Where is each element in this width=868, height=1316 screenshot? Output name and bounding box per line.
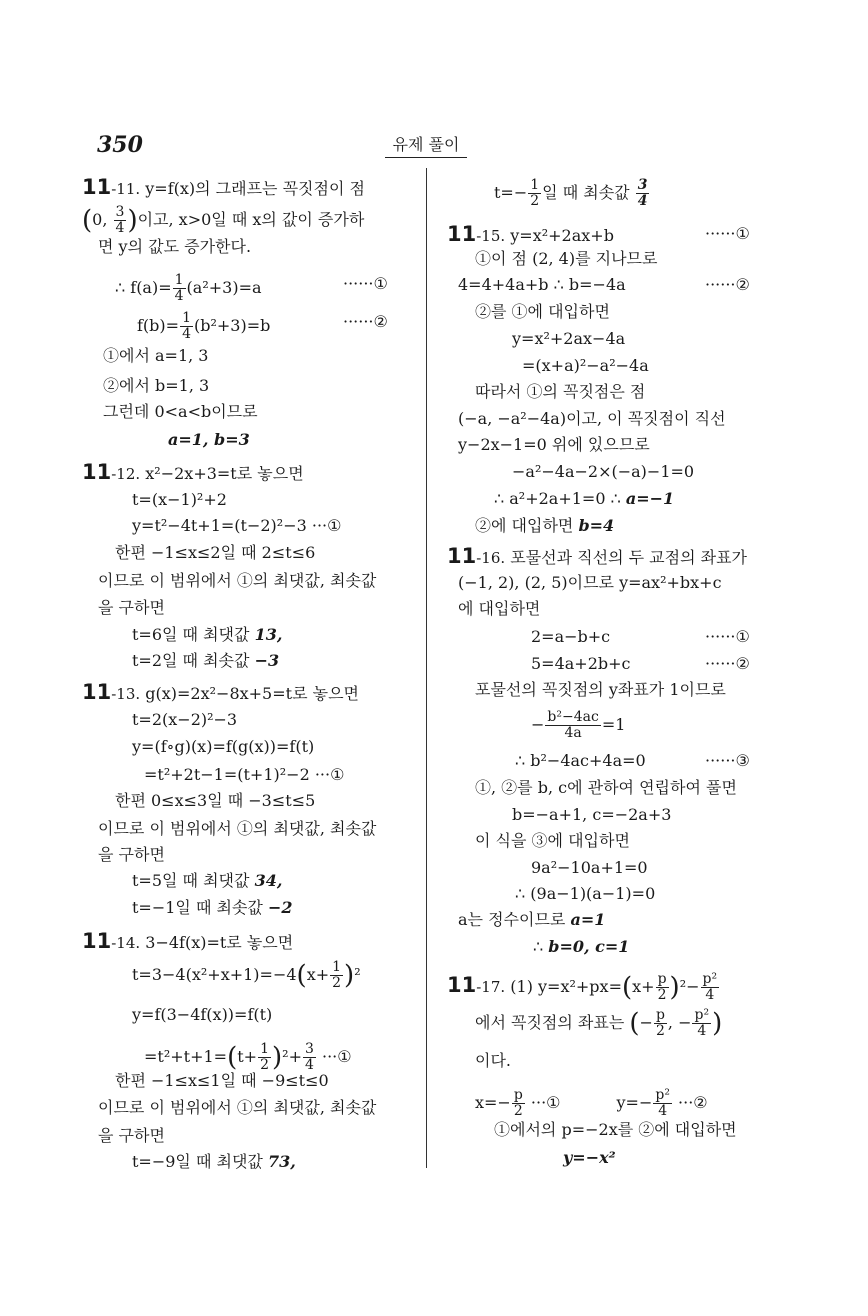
equation: b=−a+1, c=−2a+3 [512, 805, 672, 824]
text: 4a [564, 725, 582, 741]
numerator: 1 [260, 1041, 269, 1057]
text: 11 [82, 460, 112, 484]
text: 11 [447, 544, 477, 568]
equation: y=f(3−4f(x))=f(t) [132, 1005, 273, 1024]
text: 4 [174, 288, 184, 304]
text: =t²+t+1= [144, 1047, 228, 1066]
text-line: y−2x−1=0 위에 있으므로 [458, 435, 650, 454]
text: -15. [476, 227, 506, 245]
text: ······③ [705, 751, 750, 770]
text: ······② [705, 275, 750, 294]
numerator: p² [694, 1007, 710, 1023]
text-line: (−1, 2), (2, 5)이므로 y=ax²+bx+c [458, 573, 722, 592]
numerator: 3 [637, 177, 648, 193]
numerator: b²−4ac [547, 709, 599, 725]
equation [132, 960, 361, 991]
fraction [654, 1008, 667, 1039]
problem-11-11-heading [82, 176, 365, 200]
fraction [258, 1042, 271, 1073]
text-line: 면 y의 값도 증가한다. [98, 237, 252, 256]
equation: ∴ (9a−1)(a−1)=0 [515, 884, 656, 903]
text: x+ [632, 977, 655, 996]
text: y=− [616, 1093, 653, 1112]
answer-line [132, 1151, 296, 1173]
text: −2 [267, 898, 293, 917]
text-line: 한편 −1≤x≤1일 때 −9≤t≤0 [115, 1071, 329, 1090]
text-line: ②를 ①에 대입하면 [475, 302, 610, 321]
text: t=6일 때 최댓값 [132, 625, 255, 644]
parenthesis: ) [272, 1042, 283, 1073]
text: 2=a−b+c [531, 627, 611, 646]
text: ······① [705, 224, 750, 243]
text: x+ [306, 965, 330, 984]
text: 4 [304, 1057, 314, 1073]
text: ∴ [533, 937, 549, 956]
text: 포물선과 직선의 두 교점의 좌표가 [510, 548, 747, 567]
parenthesis: ( [629, 1008, 640, 1039]
fraction [653, 1088, 672, 1119]
text: ······① [343, 274, 388, 293]
text-line: 을 구하면 [98, 598, 165, 617]
text: -12. [111, 465, 141, 483]
text: -13. [111, 685, 141, 703]
text: a=1 [570, 910, 606, 929]
section-title: 유제 풀이 [385, 132, 467, 158]
problem-11-14-heading [82, 930, 293, 954]
text: 11 [447, 973, 477, 997]
text: b=4 [578, 516, 615, 535]
text-line: 포물선의 꼭짓점의 y좌표가 1이므로 [475, 680, 726, 699]
text: t=− [494, 183, 528, 202]
fraction [636, 178, 650, 209]
text: t=3−4(x²+x+1)=−4 [132, 965, 297, 984]
equation: y=(f∘g)(x)=f(g(x))=f(t) [132, 737, 315, 756]
text: -17. [476, 978, 506, 996]
text: 2 [260, 1057, 269, 1073]
fraction [512, 1088, 525, 1119]
text-line: ①에서 a=1, 3 [103, 346, 209, 365]
text: ···① [525, 1093, 561, 1112]
text: 13, [254, 625, 283, 644]
answer: y=−x² [563, 1148, 616, 1167]
fraction [114, 205, 127, 236]
text: (b²+3)=b [193, 316, 271, 335]
answer-line [132, 897, 293, 919]
numerator: p [513, 1087, 523, 1103]
text: t=−9일 때 최댓값 [132, 1152, 268, 1171]
text-line: 이므로 이 범위에서 ①의 최댓값, 최솟값 [98, 1098, 377, 1117]
problem-11-12-heading [82, 461, 304, 485]
equation: =(x+a)²−a²−4a [522, 356, 649, 375]
numerator: p [657, 971, 667, 987]
text: y=f(x)의 그래프는 꼭짓점이 점 [145, 179, 365, 198]
text: 2 [513, 1103, 523, 1119]
equation [115, 272, 388, 304]
numerator: p [655, 1007, 665, 1023]
text: t=2일 때 최솟값 [132, 651, 255, 670]
text-line: ①이 점 (2, 4)를 지나므로 [475, 249, 658, 268]
numerator: 3 [115, 204, 125, 220]
text: 2 [530, 193, 540, 209]
text-line [475, 1008, 722, 1039]
text: y=x²+2ax+b [510, 226, 614, 245]
problem-11-13-heading [82, 681, 359, 705]
fraction [330, 960, 343, 991]
text: ······① [705, 627, 750, 646]
text: 4 [637, 193, 648, 209]
text: 11 [82, 929, 112, 953]
text-line: (−a, −a²−4a)이고, 이 꼭짓점이 직선 [458, 409, 726, 428]
answer-line [132, 870, 282, 892]
text: 34, [254, 871, 283, 890]
answer-line [458, 909, 605, 931]
text: ②에 대입하면 [475, 516, 579, 535]
text-line: 이므로 이 범위에서 ①의 최댓값, 최솟값 [98, 819, 377, 838]
answer-line [533, 936, 629, 958]
text-line: 을 구하면 [98, 845, 165, 864]
column-divider [426, 168, 427, 1168]
text: ···② [672, 1093, 708, 1112]
problem-11-17-heading [447, 972, 720, 1003]
answer-line [475, 515, 614, 537]
equation [531, 653, 750, 675]
text: 에서 꼭짓점의 좌표는 [475, 1013, 630, 1032]
text: 4 [705, 987, 715, 1003]
parenthesis: ( [82, 205, 93, 236]
fraction [701, 972, 720, 1003]
text-line: 이다. [475, 1051, 511, 1070]
text: 11 [447, 222, 477, 246]
text-line: ①, ②를 b, c에 관하여 연립하여 풀면 [475, 778, 737, 797]
text: ∴ a²+2a+1=0 ∴ [494, 489, 626, 508]
text: − [639, 1013, 653, 1032]
fraction [656, 972, 669, 1003]
text-line: 에 대입하면 [458, 599, 541, 618]
text: x²−2x+3=t로 놓으면 [145, 464, 304, 483]
text: =1 [601, 715, 626, 734]
text: ² [354, 965, 361, 984]
equation: t=(x−1)²+2 [132, 490, 227, 509]
equation: y=t²−4t+1=(t−2)²−3 ···① [132, 516, 342, 535]
equation [137, 310, 388, 342]
equation [531, 710, 625, 741]
text: g(x)=2x²−8x+5=t로 놓으면 [145, 684, 359, 703]
text: ∴ f(a)= [115, 278, 172, 297]
text: ²+ [282, 1047, 302, 1066]
text-line: 그런데 0<a<b이므로 [103, 402, 258, 421]
equation [531, 626, 750, 648]
page-number: 350 [97, 132, 143, 158]
text: a는 정수이므로 [458, 910, 571, 929]
equation [515, 750, 750, 772]
text: , − [667, 1013, 692, 1032]
equation: y=x²+2ax−4a [512, 329, 626, 348]
text: 2 [655, 1023, 665, 1039]
numerator: p² [655, 1087, 670, 1103]
text: 3−4f(x)=t로 놓으면 [145, 933, 294, 952]
chapter-label: 11 [82, 175, 112, 199]
parenthesis: ( [227, 1042, 238, 1073]
text: 2 [332, 975, 342, 991]
numerator: 1 [182, 310, 191, 326]
parenthesis: ( [621, 972, 633, 1003]
equation [458, 274, 750, 296]
text: 4 [658, 1103, 668, 1119]
text: 4 [115, 220, 125, 236]
text: b=0, c=1 [548, 937, 630, 956]
text-line: 이므로 이 범위에서 ①의 최댓값, 최솟값 [98, 571, 377, 590]
text-line: ①에서의 p=−2x를 ②에 대입하면 [494, 1120, 737, 1139]
equation: −a²−4a−2×(−a)−1=0 [512, 462, 695, 481]
text: t=5일 때 최댓값 [132, 871, 255, 890]
text: 11 [82, 680, 112, 704]
text: 4=4+4a+b ∴ b=−4a [458, 275, 626, 294]
text: 73, [267, 1152, 296, 1171]
equation: =t²+2t−1=(t+1)²−2 ···① [144, 765, 345, 784]
parenthesis: ) [127, 205, 138, 236]
text: -14. [111, 934, 141, 952]
text: a=−1 [625, 489, 675, 508]
text-line: 을 구하면 [98, 1126, 165, 1145]
text: t+ [237, 1047, 258, 1066]
numerator: 1 [530, 177, 540, 193]
fraction [692, 1008, 711, 1039]
problem-number: -11. [111, 180, 141, 198]
numerator: p² [702, 971, 718, 987]
text: 이고, x>0일 때 x의 값이 증가하 [137, 210, 365, 229]
equation [475, 1088, 708, 1119]
equation [144, 1042, 352, 1073]
text: ······② [343, 312, 388, 331]
equation: t=2(x−2)²−3 [132, 710, 238, 729]
text: -16. [476, 549, 506, 567]
text-line: 한편 0≤x≤3일 때 −3≤t≤5 [115, 791, 316, 810]
text: 4 [697, 1023, 707, 1039]
text-line: ②에서 b=1, 3 [103, 376, 210, 395]
parenthesis: ( [296, 960, 307, 991]
text: t=−1일 때 최솟값 [132, 898, 268, 917]
numerator: 3 [304, 1041, 314, 1057]
text-line: 이 식을 ③에 대입하면 [475, 831, 630, 850]
numerator: 1 [332, 959, 342, 975]
parenthesis: ) [669, 972, 680, 1003]
parenthesis: ) [712, 1008, 723, 1039]
fraction [528, 178, 541, 209]
equation [494, 488, 674, 510]
text-line: 한편 −1≤x≤2일 때 2≤t≤6 [115, 543, 316, 562]
text: ∴ b²−4ac+4a=0 [515, 751, 646, 770]
numerator: 1 [174, 272, 184, 288]
equation: 9a²−10a+1=0 [531, 858, 648, 877]
text: ²− [679, 977, 700, 996]
answer: a=1, b=3 [168, 430, 250, 449]
problem-11-15-heading [447, 222, 750, 247]
answer-line [132, 624, 282, 646]
text: 2 [657, 987, 667, 1003]
text: 5=4a+2b+c [531, 654, 631, 673]
text: 일 때 최솟값 [542, 183, 635, 202]
text: 4 [182, 326, 191, 342]
fraction [173, 273, 186, 304]
text: (1) y=x²+px= [510, 977, 622, 996]
parenthesis: ) [344, 960, 355, 991]
text-line [82, 205, 364, 236]
text: −3 [254, 651, 280, 670]
fraction [303, 1042, 316, 1073]
text: ···① [316, 1047, 352, 1066]
text: 0, [92, 210, 113, 229]
text: ······② [705, 654, 750, 673]
text: (a²+3)=a [186, 278, 262, 297]
text-line: 따라서 ①의 꼭짓점은 점 [475, 382, 646, 401]
answer-line [132, 650, 279, 672]
text: f(b)= [137, 316, 180, 335]
answer-line [494, 178, 650, 209]
fraction [180, 311, 193, 342]
fraction [545, 710, 600, 741]
problem-11-16-heading [447, 545, 747, 569]
text: − [531, 715, 545, 734]
text: x=− [475, 1093, 511, 1112]
